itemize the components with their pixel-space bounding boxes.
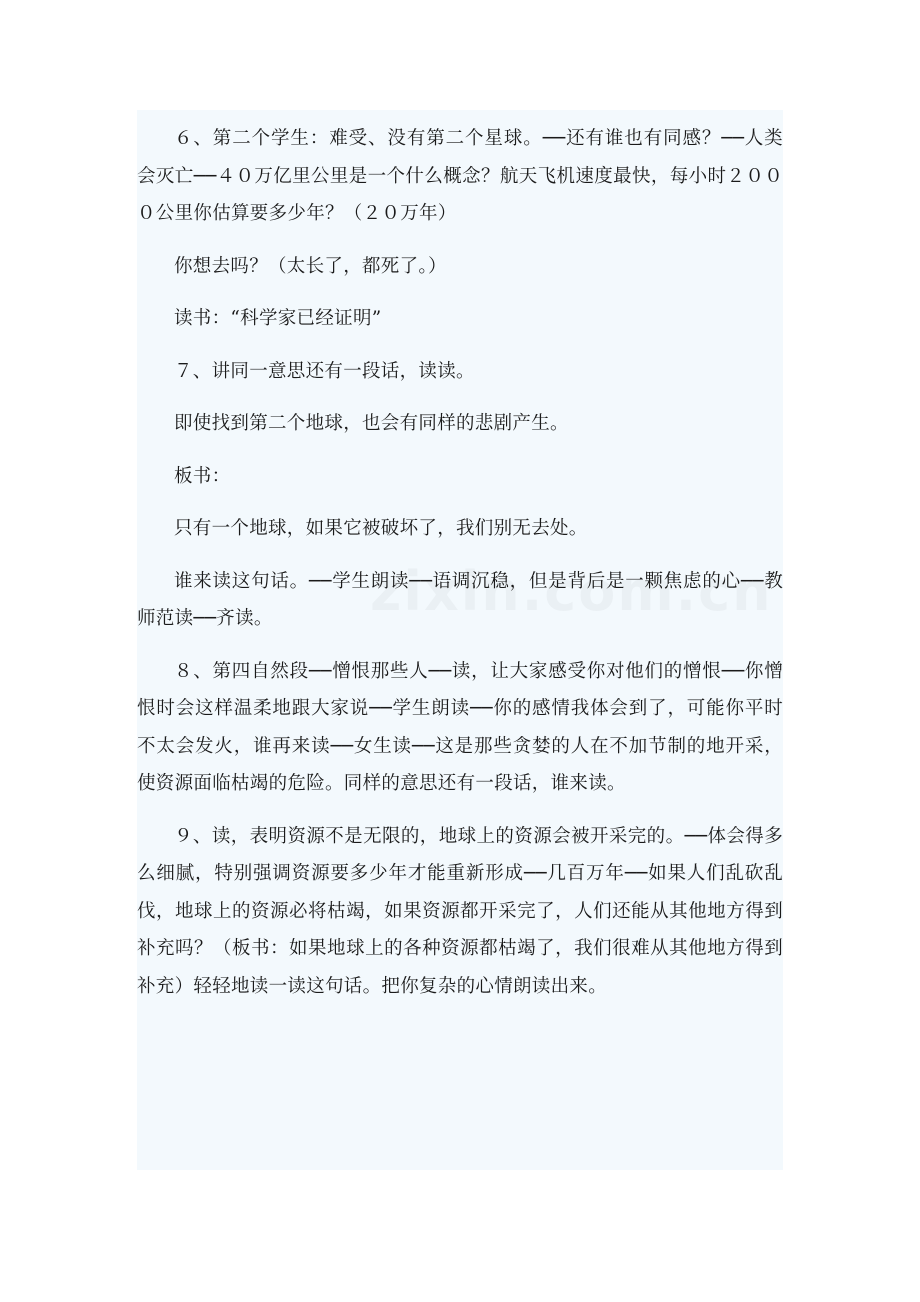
paragraph-who-reads: 谁来读这句话。──学生朗读──语调沉稳，但是背后是一颗焦虑的心──教师范读──齐读。 xyxy=(137,570,783,629)
paragraph-read-book: 读书：“科学家已经证明” xyxy=(174,308,382,329)
paragraph-only-one-earth: 只有一个地球，如果它被破坏了，我们别无去处。 xyxy=(174,518,588,539)
paragraph-step-9: ９、读，表明资源不是无限的，地球上的资源会被开采完的。──体会得多么细腻，特别强调资源要多少年才能重新形成──几百万年──如果人们乱砍乱伐，地球上的资源必将枯竭，如果资源都开采完了，人们还能从其他地方得到补充吗？（板书：如果地球上的各种资源都枯竭了，我们很难从其他地方得到补充）轻轻地读一读这句话。把你复杂的心情朗读出来。 xyxy=(137,825,783,997)
paragraph-board-label: 板书： xyxy=(174,465,231,487)
paragraph-step-8: ８、第四自然段──憎恨那些人──读，让大家感受你对他们的憎恨──你憎恨时会这样温柔地跟大家说──学生朗读──你的感情我体会到了，可能你平时不太会发火，谁再来读──女生读──这是那些贪婪的人在不加节制的地开采，使资源面临枯竭的危险。同样的意思还有一段话，谁来读。 xyxy=(137,660,783,794)
document-page xyxy=(137,110,783,1170)
paragraph-step-6: ６、第二个学生：难受、没有第二个星球。──还有谁也有同感？──人类会灭亡──４０万亿里公里是一个什么概念？航天飞机速度最快，每小时２０００公里你估算要多少年？（２０万年） xyxy=(137,128,783,224)
paragraph-step-7: ７、讲同一意思还有一段话，读读。 xyxy=(174,360,475,382)
paragraph-second-earth: 即使找到第二个地球，也会有同样的悲剧产生。 xyxy=(174,413,569,434)
paragraph-want-to-go: 你想去吗？（太长了，都死了。） xyxy=(174,255,447,277)
